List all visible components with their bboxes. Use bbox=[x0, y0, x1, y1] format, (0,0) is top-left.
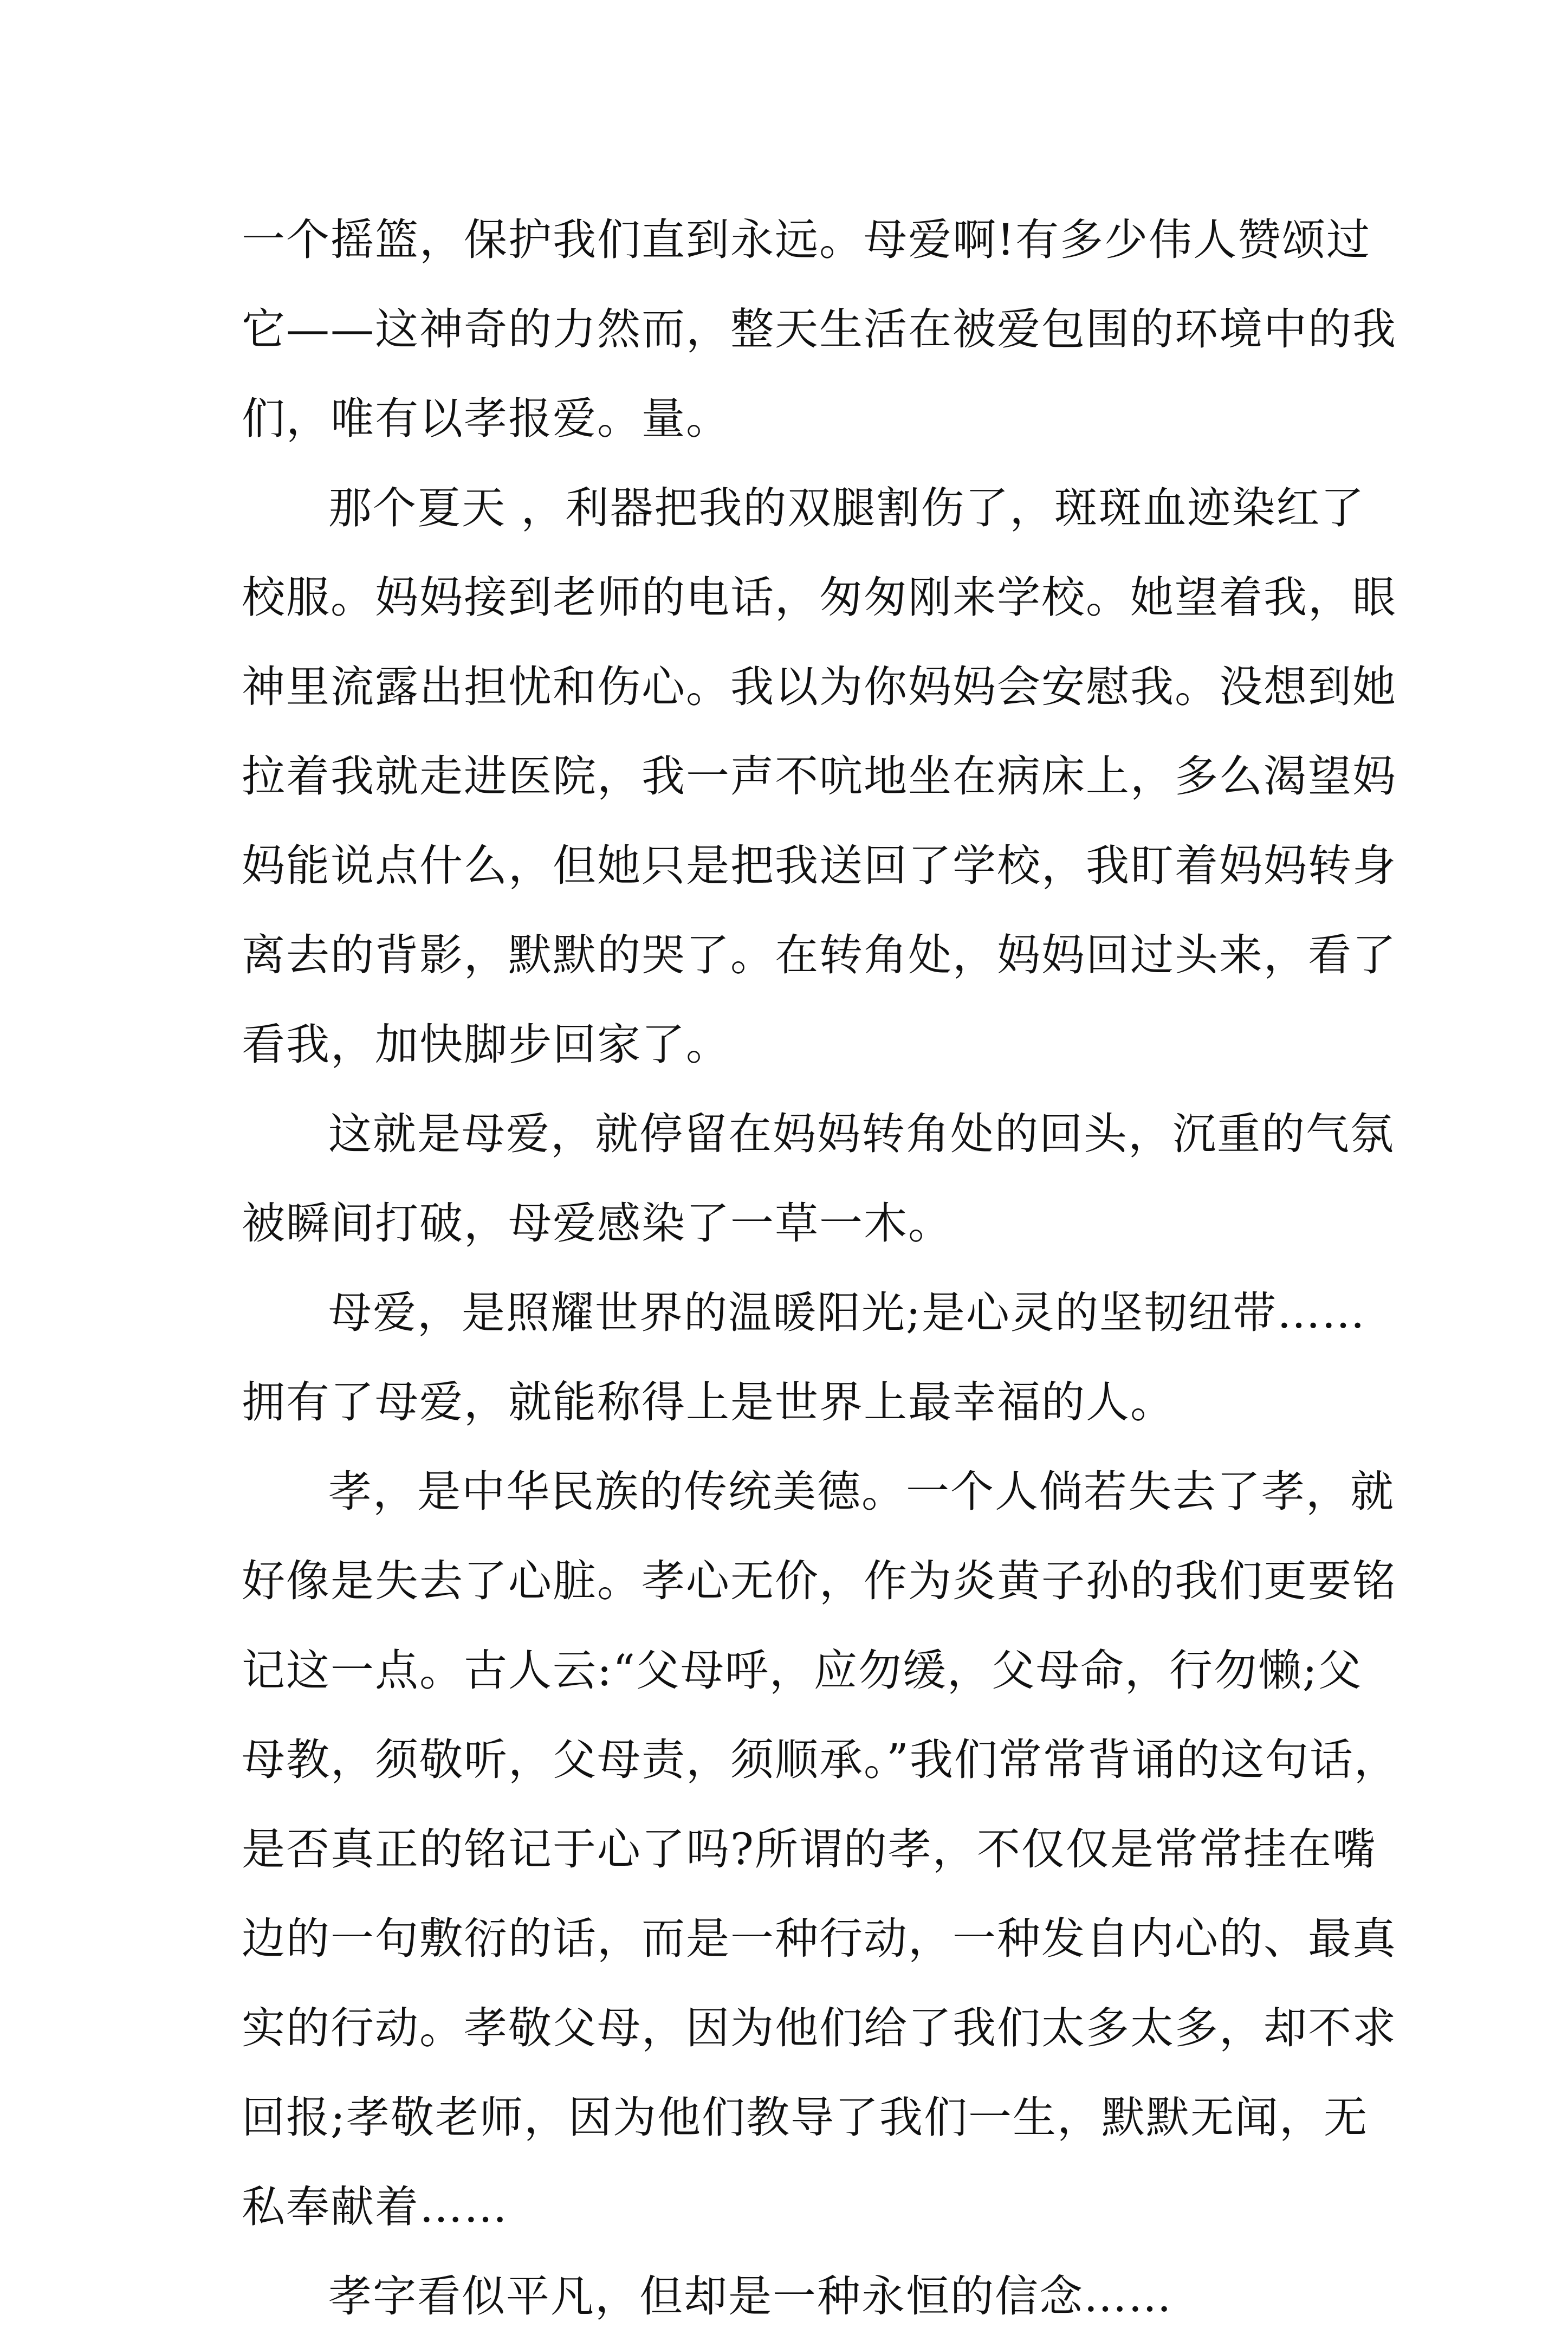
text-line: 母教，须敬听，父母责，须顺承。”我们常常背诵的这句话， bbox=[242, 1735, 1398, 1785]
text-line: 拉着我就走进医院，我一声不吭地坐在病床上，多么渴望妈 bbox=[242, 751, 1397, 801]
text-line: 们，唯有以孝报爱。量。 bbox=[242, 393, 730, 444]
text-line: 母爱，是照耀世界的温暖阳光;是心灵的坚韧纽带…… bbox=[328, 1288, 1366, 1338]
text-line: 这就是母爱，就停留在妈妈转角处的回头，沉重的气氛 bbox=[328, 1109, 1395, 1159]
text-line: 孝字看似平凡，但却是一种永恒的信念…… bbox=[328, 2271, 1172, 2321]
text-line: 校服。妈妈接到老师的电话，匆匆刚来学校。她望着我，眼 bbox=[242, 572, 1397, 623]
text-line: 好像是失去了心脏。孝心无价，作为炎黄子孙的我们更要铭 bbox=[242, 1556, 1397, 1606]
text-line: 它——这神奇的力然而，整天生活在被爱包围的环境中的我 bbox=[242, 304, 1397, 354]
text-line: 边的一句敷衍的话，而是一种行动，一种发自内心的、最真 bbox=[242, 1913, 1397, 1964]
text-line: 妈能说点什么，但她只是把我送回了学校，我盯着妈妈转身 bbox=[242, 840, 1397, 891]
text-line: 离去的背影，默默的哭了。在转角处，妈妈回过头来，看了 bbox=[242, 930, 1397, 980]
text-line: 一个摇篮，保护我们直到永远。母爱啊!有多少伟人赞颂过 bbox=[242, 215, 1371, 265]
text-line: 孝，是中华民族的传统美德。一个人倘若失去了孝，就 bbox=[328, 1466, 1395, 1517]
text-line: 拥有了母爱，就能称得上是世界上最幸福的人。 bbox=[242, 1377, 1175, 1427]
text-line: 记这一点。古人云:“父母呼，应勿缓，父母命，行勿懒;父 bbox=[242, 1645, 1363, 1696]
text-line: 看我，加快脚步回家了。 bbox=[242, 1019, 730, 1070]
text-line: 回报;孝敬老师，因为他们教导了我们一生，默默无闻，无 bbox=[242, 2092, 1368, 2143]
text-line: 是否真正的铭记于心了吗?所谓的孝，不仅仅是常常挂在嘴 bbox=[242, 1824, 1377, 1874]
text-line: 实的行动。孝敬父母，因为他们给了我们太多太多，却不求 bbox=[242, 2003, 1397, 2053]
text-line: 神里流露出担忧和伤心。我以为你妈妈会安慰我。没想到她 bbox=[242, 662, 1397, 712]
text-line: 私奉献着…… bbox=[242, 2182, 508, 2232]
text-line: 被瞬间打破，母爱感染了一草一木。 bbox=[242, 1198, 953, 1249]
document-body bbox=[242, 195, 1398, 2341]
text-line: 那个夏天 ，利器把我的双腿割伤了，斑斑血迹染红了 bbox=[328, 483, 1365, 533]
